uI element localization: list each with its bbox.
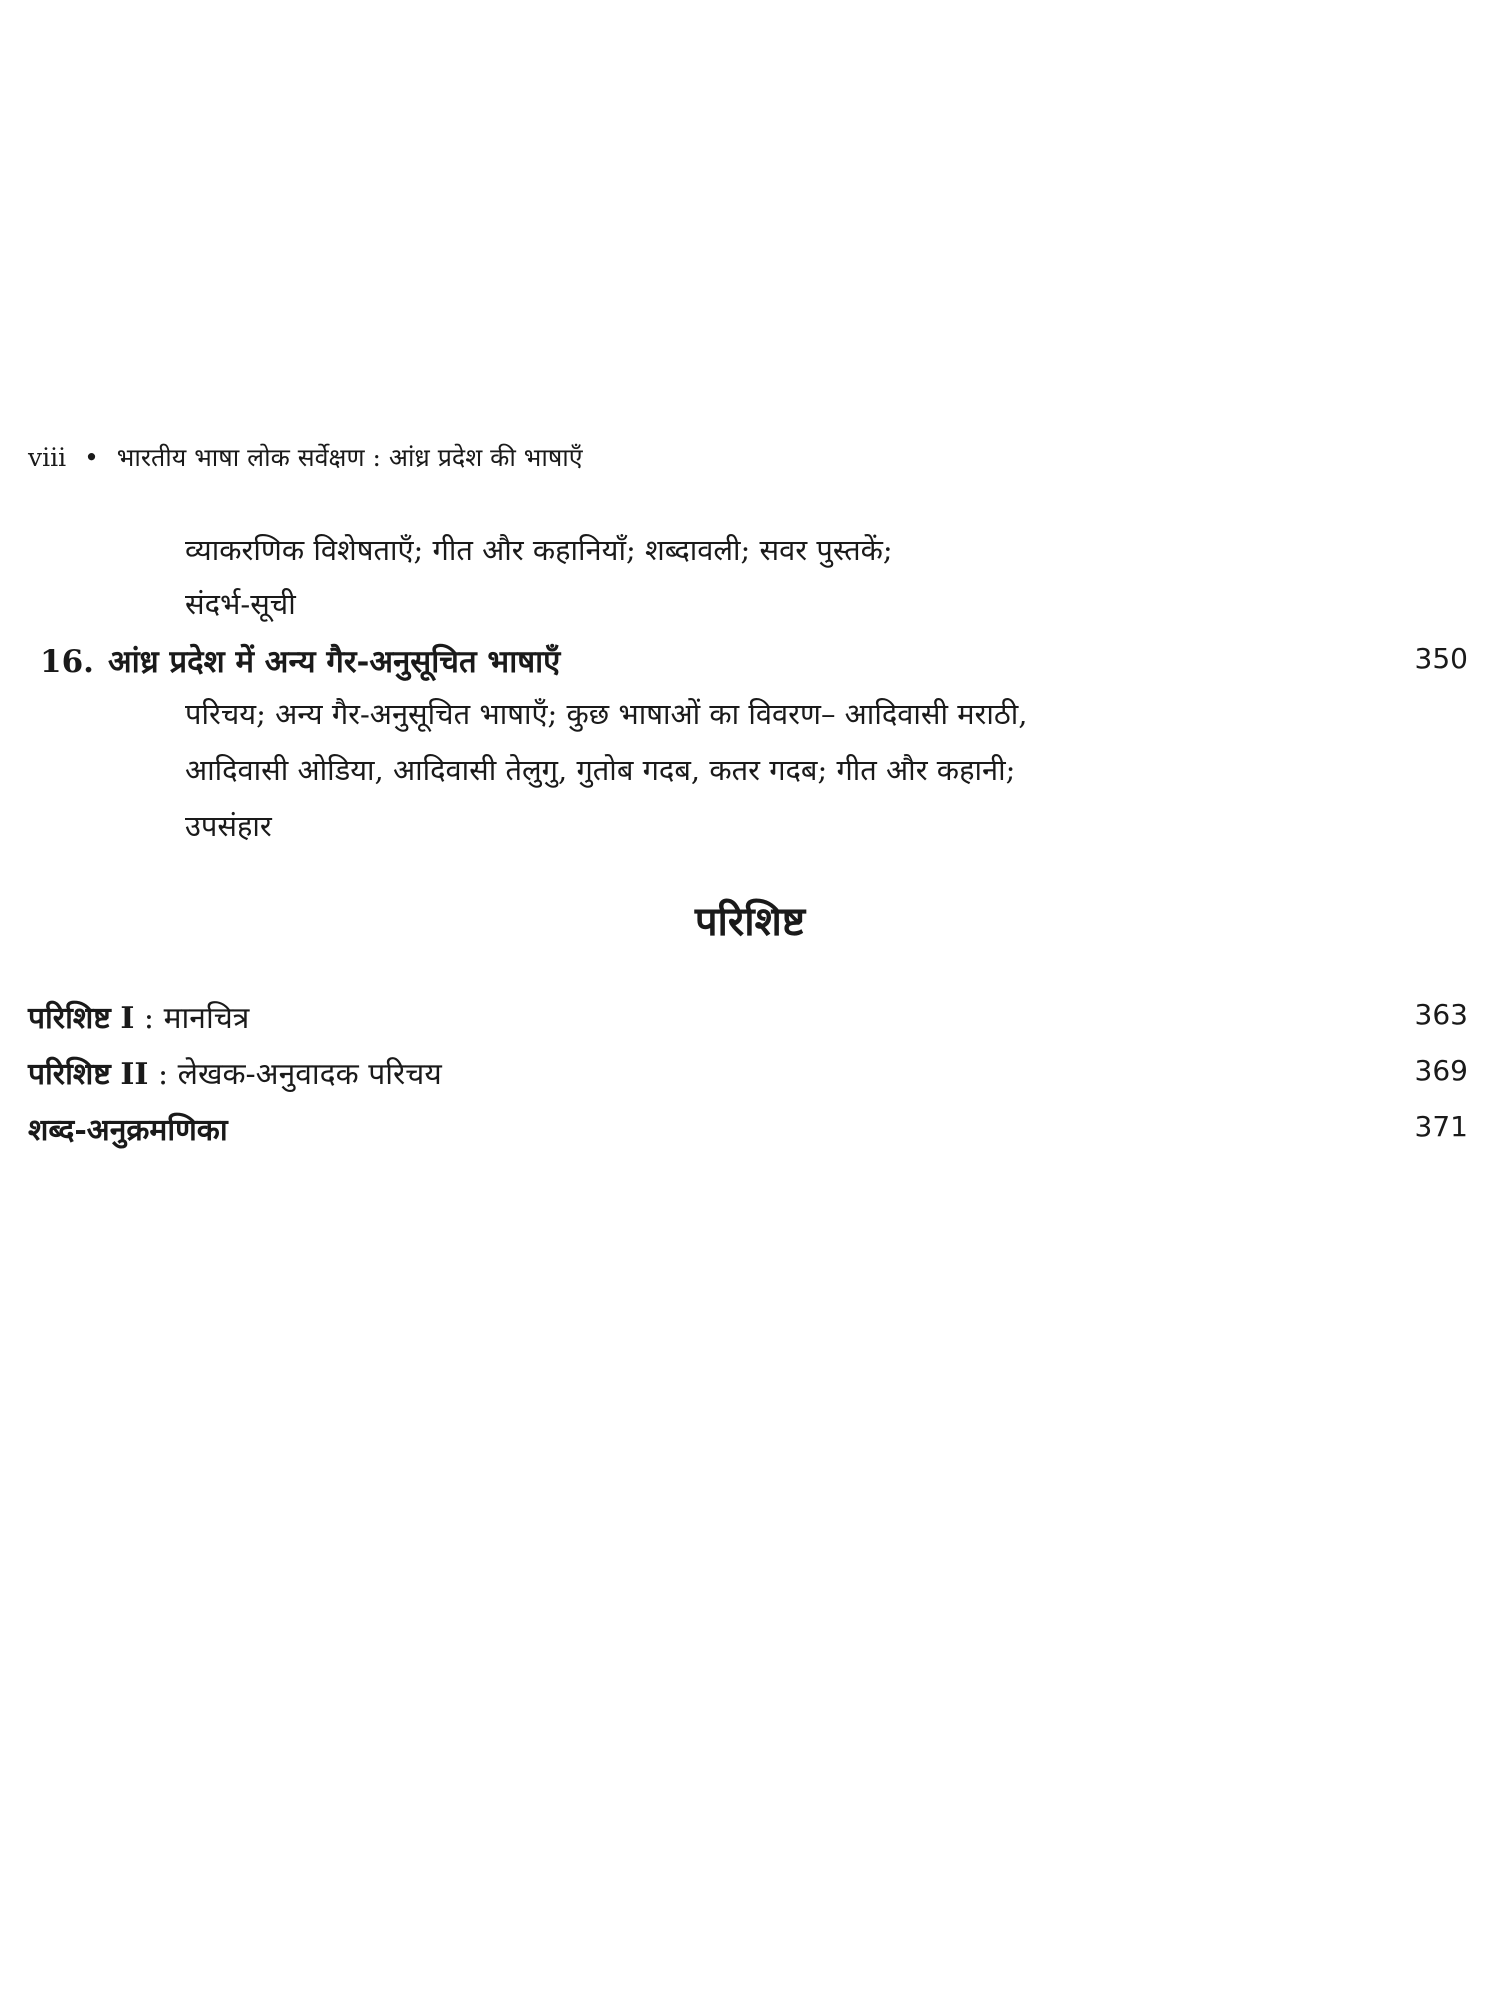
word-index-label: शब्द-अनुक्रमणिका — [28, 1113, 228, 1148]
appendix-label: परिशिष्ट — [28, 1001, 111, 1036]
chapter-desc-line-1: परिचय; अन्य गैर-अनुसूचित भाषाएँ; कुछ भाषाओं का विवरण– आदिवासी मराठी, — [185, 697, 1028, 731]
chapter-16-page: 350 — [1414, 642, 1468, 675]
appendix-heading: परिशिष्ट — [694, 898, 806, 945]
word-index-page: 371 — [1414, 1110, 1468, 1143]
continuation-line-2: संदर्भ-सूची — [185, 587, 296, 621]
appendix-2-page: 369 — [1414, 1054, 1468, 1087]
page-number-roman: viii — [28, 443, 67, 472]
appendix-numeral: II — [120, 1057, 149, 1092]
appendix-separator: : — [157, 1057, 169, 1092]
chapter-number: 16. — [40, 644, 94, 680]
appendix-separator: : — [143, 1001, 155, 1036]
bullet-separator: • — [84, 443, 99, 472]
appendix-1-entry[interactable] — [28, 996, 249, 1037]
running-header — [28, 440, 583, 474]
chapter-desc-line-2: आदिवासी ओडिया, आदिवासी तेलुगु, गुतोब गदब, कतर गदब; गीत और कहानी; — [185, 753, 1016, 787]
appendix-1-page: 363 — [1414, 998, 1468, 1031]
appendix-label: परिशिष्ट — [28, 1057, 111, 1092]
appendix-title: लेखक-अनुवादक परिचय — [177, 1057, 442, 1092]
continuation-line-1: व्याकरणिक विशेषताएँ; गीत और कहानियाँ; शब्दावली; सवर पुस्तकें; — [185, 533, 893, 567]
book-title: भारतीय भाषा लोक सर्वेक्षण : आंध्र प्रदेश की भाषाएँ — [116, 443, 583, 472]
chapter-title-text: आंध्र प्रदेश में अन्य गैर-अनुसूचित भाषाएँ — [107, 644, 561, 680]
appendix-numeral: I — [120, 1001, 135, 1036]
chapter-16-title[interactable] — [40, 640, 560, 682]
word-index-entry[interactable] — [28, 1108, 228, 1149]
appendix-title: मानचित्र — [163, 1001, 250, 1036]
appendix-2-entry[interactable] — [28, 1052, 442, 1093]
chapter-desc-line-3: उपसंहार — [185, 809, 272, 843]
